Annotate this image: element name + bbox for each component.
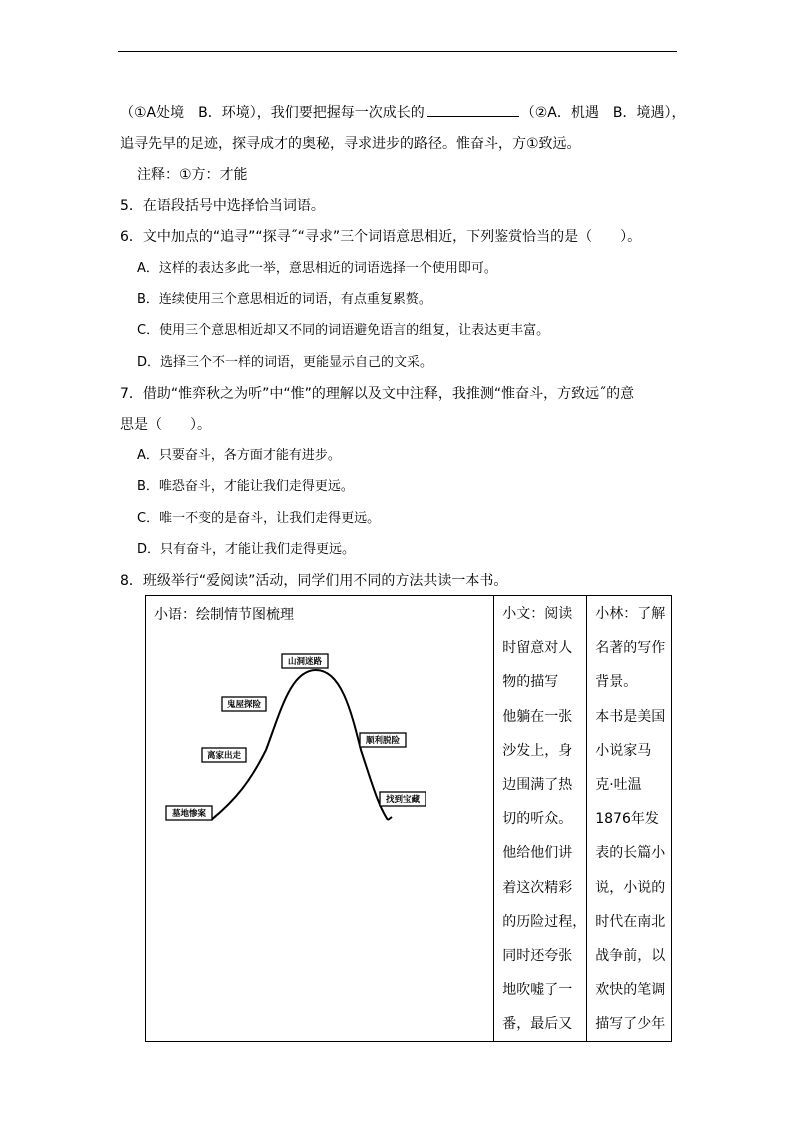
- col2-line: 时留意对人: [502, 640, 573, 657]
- plot-point-1: [166, 806, 212, 820]
- svg-text:山洞迷路: 山洞迷路: [287, 657, 323, 667]
- question-7-option-d[interactable]: D．只有奋斗，才能让我们走得更远。: [137, 542, 356, 557]
- col3-line: 克·吐温: [595, 777, 642, 794]
- col3-line: 表的长篇小: [595, 845, 666, 862]
- col3-line: 背景。: [595, 674, 638, 691]
- question-6-option-c[interactable]: C．使用三个意思相近却又不同的词语避免语言的组复，让表达更丰富。: [137, 323, 550, 338]
- question-6-option-d[interactable]: D．选择三个不一样的词语，更能显示自己的文采。: [137, 355, 434, 370]
- col3-line: 小林：了解: [595, 606, 666, 622]
- col2-line: 边围满了热: [502, 777, 573, 794]
- col3-line: 名著的写作: [595, 640, 666, 657]
- answer-blank[interactable]: [427, 104, 519, 117]
- question-6-option-a[interactable]: A．这样的表达多此一举，意思相近的词语选择一个使用即可。: [137, 261, 497, 276]
- svg-text:离家出走: 离家出走: [206, 751, 242, 761]
- question-5: 5．在语段括号中选择恰当词语。: [120, 198, 325, 214]
- col2-line: 物的描写: [502, 674, 559, 691]
- col3-line: 小说家马: [595, 742, 652, 759]
- col3-line: 描写了少年: [595, 1016, 666, 1033]
- plot-point-2: [202, 748, 246, 762]
- plot-point-4: [282, 654, 328, 668]
- header-rule: [118, 51, 677, 52]
- question-7-option-c[interactable]: C．唯一不变的是奋斗，让我们走得更远。: [137, 511, 381, 526]
- passage-note: 注释：①方：才能: [137, 167, 248, 183]
- background-cell: [587, 596, 672, 1042]
- col2-line: 着这次精彩: [502, 879, 573, 896]
- col3-line: 1876年发: [595, 811, 659, 828]
- col2-line: 他躺在一张: [502, 708, 573, 725]
- passage-line-1: （①A处境 B．环境），我们要把握每一次成长的 （②A．机遇 B．境遇），: [120, 105, 686, 121]
- svg-text:顺利脱险: 顺利脱险: [365, 736, 401, 746]
- col2-line: 同时还夸张: [502, 948, 573, 965]
- col2-line: 的历险过程，: [502, 913, 587, 930]
- svg-text:鬼屋探险: 鬼屋探险: [226, 700, 262, 710]
- col3-line: 说，小说的: [595, 879, 666, 896]
- plot-diagram-title: 小语：绘制情节图梳理: [154, 607, 294, 623]
- svg-text:找到宝藏: 找到宝藏: [385, 795, 421, 805]
- col3-line: 时代在南北: [595, 913, 666, 930]
- question-8-stem: 8．班级举行“爱阅读”活动，同学们用不同的方法共读一本书。: [120, 573, 508, 589]
- plot-diagram: [156, 630, 426, 830]
- plot-point-3: [222, 697, 266, 711]
- col2-line: 沙发上，身: [502, 742, 573, 759]
- question-7-stem-1: 7．借助“惟弈秋之为听”中“惟”的理解以及文中注释，我推测“惟奋斗，方致远˝的意: [120, 386, 635, 402]
- reading-table: [145, 595, 672, 1042]
- col3-line: 欢快的笔调: [595, 982, 666, 999]
- question-7-option-a[interactable]: A．只要奋斗，各方面才能有进步。: [137, 448, 341, 463]
- plot-point-5: [360, 733, 406, 747]
- col3-line: 本书是美国: [595, 708, 666, 725]
- question-7-stem-2: 思是（ ）。: [120, 417, 211, 433]
- question-6-option-b[interactable]: B．连续使用三个意思相近的词语，有点重复累赘。: [137, 292, 432, 307]
- col2-line: 小文：阅读: [502, 606, 573, 622]
- character-description-cell: [494, 596, 587, 1042]
- col2-line: 切的听众。: [502, 811, 573, 828]
- col3-line: 战争前，以: [595, 948, 666, 965]
- plot-diagram-cell: [146, 596, 494, 1042]
- col2-line: 番，最后又: [502, 1016, 573, 1033]
- svg-text:墓地惨案: 墓地惨案: [171, 809, 207, 819]
- col2-line: 他给他们讲: [502, 845, 573, 862]
- col2-line: 地吹嘘了一: [502, 982, 573, 999]
- question-7-option-b[interactable]: B．唯恐奋斗，才能让我们走得更远。: [137, 479, 354, 494]
- passage-line-2: 追寻先早的足迹，探寻成才的奥秘，寻求进步的路径。惟奋斗，方①致远。: [120, 136, 581, 152]
- plot-point-6: [380, 792, 426, 806]
- question-6-stem: 6．文中加点的“追寻”“探寻˝“寻求”三个词语意思相近，下列鉴赏恰当的是（ ）。: [120, 229, 642, 245]
